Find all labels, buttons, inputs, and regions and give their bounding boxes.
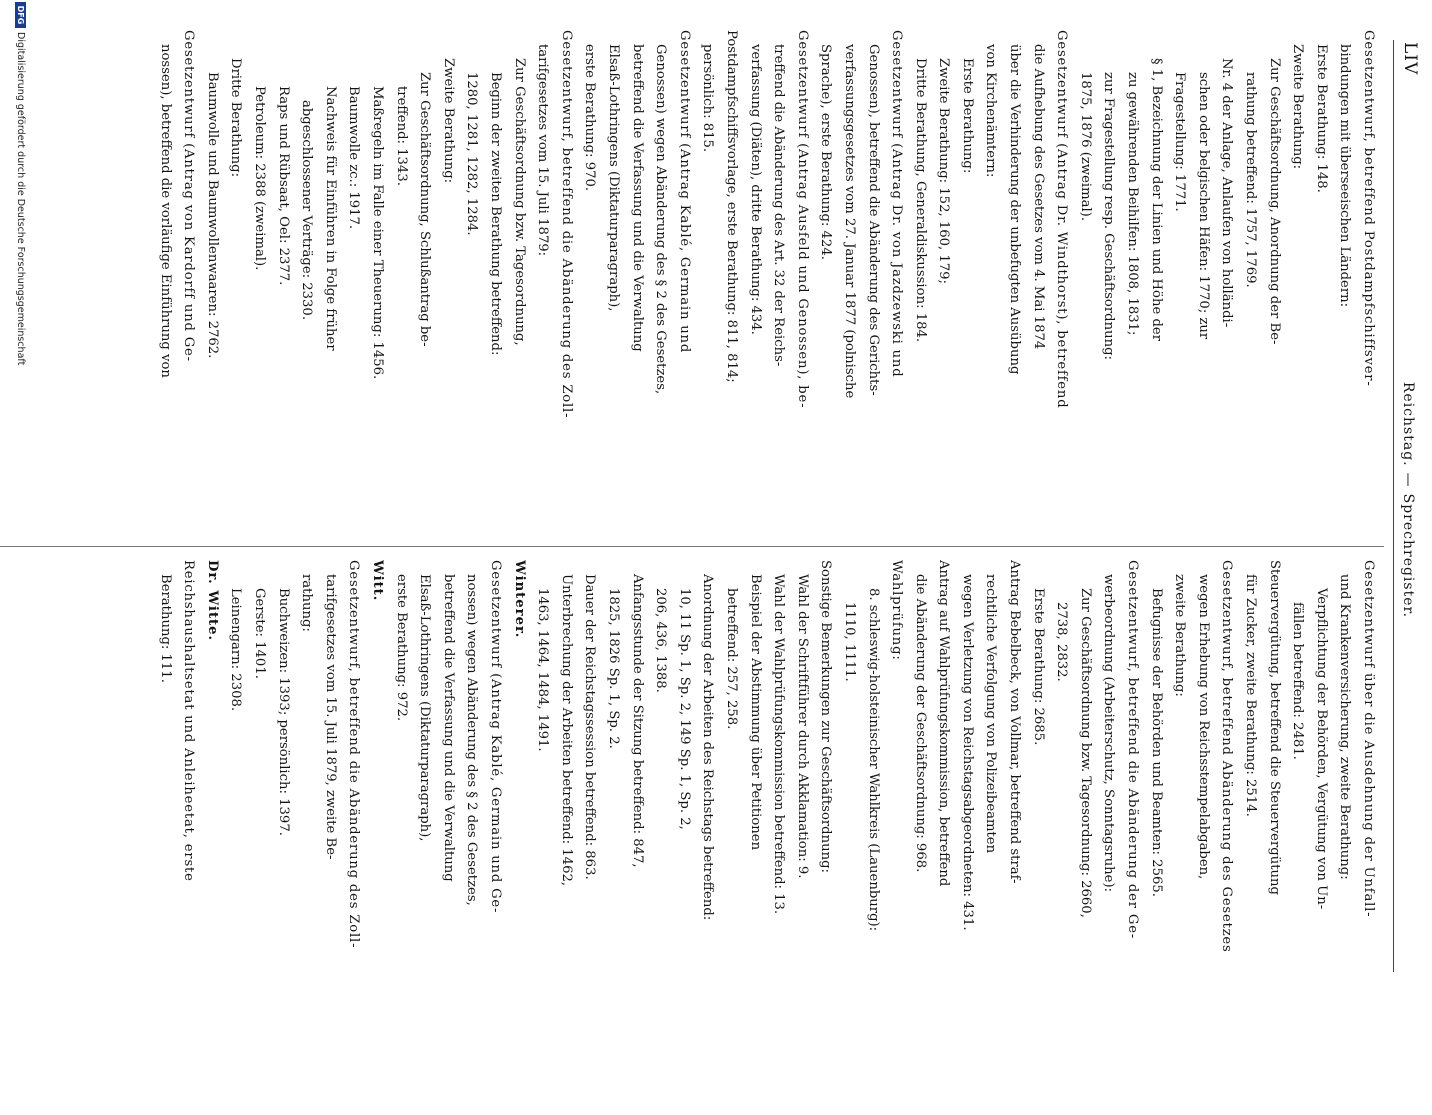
- entry-line: verfassung (Diäten), dritte Berathung: 434.: [747, 44, 763, 335]
- entry-line: 1280, 1281, 1282, 1284.: [464, 72, 480, 236]
- entry-line: abgeschlossener Verträge: 2330.: [299, 100, 315, 321]
- entry-heading: Gesetzentwurf über die Ausdehnung der Unfall-: [1361, 560, 1376, 918]
- entry-line: wegen Verletzung von Reichstagsabgeordneten: 431.: [959, 574, 975, 931]
- entry-heading: Gesetzentwurf (Antrag Dr. Windthorst), betreffend: [1054, 30, 1070, 409]
- entry-line: verfassungsgesetzes vom 27. Januar 1877 (polnische: [841, 44, 857, 399]
- entry-line: Genossen), betreffend die Abänderung des Gerichts-: [865, 44, 881, 396]
- entry-line: rathung:: [299, 574, 315, 632]
- entry-heading: Gesetzentwurf, betreffend die Abänderung der Ge-: [1125, 560, 1141, 940]
- entry-line: Baumwolle zc.: 1917.: [346, 86, 362, 230]
- entry-heading: Gesetzentwurf, betreffend die Abänderung des Zoll-: [346, 560, 362, 949]
- entry-line: Dauer der Reichstagssession betreffend: 863.: [582, 574, 598, 880]
- entry-line: Anfangsstunde der Sitzung betreffend: 847,: [629, 574, 645, 868]
- left-column: [150, 30, 1380, 585]
- entry-line: rathung betreffend: 1757, 1769.: [1243, 72, 1259, 288]
- entry-line: tarifgesetzes vom 15. Juli 1879, zweite Be-: [322, 574, 338, 860]
- entry-line: Beispiel der Abstimmung über Petitionen: [747, 574, 763, 851]
- entry-line: Sprache), erste Berathung: 424.: [818, 44, 834, 260]
- entry-line: Anordnung der Arbeiten des Reichstags betreffend:: [700, 574, 716, 921]
- entry-line: Sonstige Bemerkungen zur Geschäftsordnung:: [818, 560, 834, 873]
- entry-line: zweite Berathung:: [1172, 574, 1188, 697]
- entry-line: schen oder belgischen Häfen: 1770; zur: [1195, 72, 1211, 340]
- entry-heading: Gesetzentwurf, betreffend Abänderung des Gesetzes: [1219, 560, 1235, 953]
- entry-line: Dritte Berathung, Generaldiskussion: 184.: [912, 58, 928, 343]
- entry-line: erste Berathung: 970.: [582, 44, 598, 192]
- entry-line: erste Berathung: 972.: [393, 574, 409, 722]
- entry-heading: Gesetzentwurf, betreffend Postdampfschiffsver-: [1361, 30, 1376, 387]
- entry-heading: Gesetzentwurf (Antrag Kablé, Germain und Ge-: [488, 560, 504, 914]
- entry-line: 1110, 1111.: [841, 602, 857, 682]
- entry-line: Baumwolle und Baumwollenwaaren: 2762.: [204, 72, 220, 359]
- entry-line: Maßregeln im Falle einer Theuerung: 1456.: [370, 86, 386, 380]
- entry-line: Zweite Berathung:: [440, 58, 456, 184]
- entry-line: Steuervergütung, betreffend die Steuervergütung: [1266, 560, 1282, 895]
- footer-text: Digitalisierung gefördert durch die Deutsche Forschungsgemeinschaft: [15, 32, 26, 366]
- entry-line: 1825, 1826 Sp. 1, Sp. 2.: [606, 588, 621, 749]
- entry-heading: Gesetzentwurf (Antrag Ausfeld und Genossen), be-: [794, 30, 810, 409]
- entry-line: betreffend die Verfassung und die Verwaltung: [629, 44, 645, 352]
- header-rule: [1393, 40, 1394, 972]
- entry-line: Erste Berathung:: [959, 58, 975, 174]
- entry-line: Petroleum: 2388 (zweimal).: [252, 86, 268, 271]
- entry-line: Berathung: 111.: [157, 574, 173, 683]
- entry-line: Zur Geschäftsordnung bzw. Tagesordnung,: [511, 58, 527, 346]
- entry-line: treffend: 1343.: [393, 86, 409, 186]
- entry-line: Wahl der Wahlprüfungskommission betreffend: 13.: [771, 574, 787, 915]
- entry-heading: Gesetzentwurf (Antrag Dr. von Jazdzewski und: [889, 30, 905, 378]
- entry-line: Elsaß-Lothringens (Diktaturparagraph),: [417, 574, 433, 842]
- entry-line: 2738, 2832.: [1054, 602, 1070, 682]
- entry-line: rechtliche Verfolgung von Polizeibeamten: [983, 574, 999, 854]
- entry-line: tarifgesetzes vom 15. Juli 1879:: [535, 44, 551, 257]
- entry-line: 8. schleswig-holsteinischer Wahlkreis (Lauenburg):: [865, 588, 881, 932]
- entry-line: Antrag Bebelbeck, von Vollmar, betreffend straf-: [1007, 560, 1023, 884]
- entry-line: Genossen) wegen Abänderung des § 2 des Gesetzes,: [653, 44, 669, 395]
- entry-heading: Gesetzentwurf (Antrag Kablé, Germain und: [676, 30, 692, 354]
- entry-line: 10, 11 Sp. 1, Sp. 2, 149 Sp. 1, Sp. 2,: [676, 588, 692, 830]
- entry-line: fällen betreffend: 2481.: [1290, 602, 1306, 760]
- entry-line: über die Verhinderung der unbefugten Ausübung: [1007, 44, 1023, 375]
- entry-line: betreffend die Verfassung und die Verwaltung: [440, 574, 456, 882]
- entry-heading: Reichshaushaltsetat und Anleiheetat, erste: [181, 560, 197, 882]
- column-divider: [0, 546, 1384, 547]
- entry-line: und Krankenversicherung, zweite Berathung:: [1337, 574, 1353, 880]
- entry-line: werbeordnung (Arbeiterschutz, Sonntagsruhe):: [1101, 574, 1117, 893]
- entry-line: Buchweizen: 1393; persönlich: 1397.: [275, 588, 291, 836]
- entry-line: 206, 436, 1388.: [653, 588, 669, 693]
- entry-line: nossen) wegen Abänderung des § 2 des Gesetzes,: [464, 574, 480, 906]
- entry-line: treffend die Abänderung des Art. 32 der Reichs-: [771, 44, 787, 367]
- entry-line: Verpflichtung der Behörden, Vergütung von Un-: [1313, 588, 1329, 910]
- entry-line: Raps und Rübsaat, Oel: 2377.: [275, 86, 291, 286]
- entry-line: Elsaß-Lothringens (Diktaturparagraph),: [606, 44, 621, 312]
- entry-line: Befugnisse der Behörden und Beamten: 2565.: [1148, 588, 1164, 897]
- speaker-name: Dr. Witte.: [204, 560, 220, 642]
- dfg-logo: DFG: [15, 2, 26, 28]
- entry-line: Antrag auf Wahlprüfungskommission, betreffend: [936, 560, 952, 887]
- entry-line: bindungen mit überseeischen Ländern:: [1337, 44, 1353, 308]
- running-head-left: Reichstag.: [1400, 381, 1416, 467]
- right-column: [150, 560, 1380, 1115]
- entry-line: Unterbrechung der Arbeiten betreffend: 1462,: [558, 574, 574, 887]
- entry-heading: Wahlprüfung:: [889, 560, 905, 661]
- entry-line: Erste Berathung: 2685.: [1030, 588, 1046, 746]
- entry-line: die Abänderung der Geschäftsordnung: 968.: [912, 574, 928, 873]
- entry-line: Fragestellung: 1771.: [1172, 72, 1188, 212]
- entry-line: Zur Geschäftsordnung, Anordnung der Be-: [1266, 58, 1282, 345]
- entry-line: die Aufhebung des Gesetzes vom 4. Mai 1874: [1030, 44, 1046, 350]
- entry-line: wegen Erhebung von Reichsstempelabgaben,: [1195, 574, 1211, 880]
- entry-line: zur Fragestellung resp. Geschäftsordnung:: [1101, 72, 1117, 360]
- entry-line: betreffend: 257, 258.: [723, 588, 739, 730]
- entry-line: [150, 560, 153, 1115]
- running-head-right: Sprechregister.: [1400, 493, 1416, 619]
- entry-line: Zweite Berathung: 152, 160, 179;: [936, 58, 952, 285]
- entry-line: Zur Geschäftsordnung bzw. Tagesordnung: 2660,: [1077, 588, 1093, 918]
- entry-line: 1875, 1876 (zweimal).: [1077, 72, 1093, 222]
- entry-line: persönlich: 815.: [700, 44, 716, 153]
- entry-line: von Kirchenämtern:: [983, 44, 999, 178]
- entry-heading: Gesetzentwurf, betreffend die Abänderung des Zoll-: [558, 30, 574, 419]
- entry-line: Zur Geschäftsordnung, Schlußantrag be-: [417, 72, 433, 347]
- entry-line: Nachweis für Einführen in Folge früher: [322, 86, 338, 351]
- entry-line: Zweite Berathung:: [1290, 44, 1306, 170]
- entry-line: Leinengarn: 2308.: [228, 588, 244, 712]
- entry-line: Wahl der Schriftführer durch Akklamation: 9.: [794, 574, 810, 879]
- running-head-dash: —: [1400, 472, 1416, 488]
- entry-line: Nr. 4 der Anlage, Anlaufen von holländi-: [1219, 58, 1235, 328]
- entry-line: Erste Berathung: 148.: [1313, 44, 1329, 193]
- entry-heading: Gesetzentwurf (Antrag von Kardorff und Ge-: [181, 30, 197, 362]
- speaker-name: Winterer.: [511, 560, 527, 639]
- digitization-footer: [15, 0, 26, 1002]
- entry-line: § 1, Bezeichnung der Linien und Höhe der: [1148, 58, 1164, 342]
- entry-line: Gerste: 1401.: [252, 588, 268, 679]
- entry-line: Postdampfschiffsvorlage, erste Berathung: 811, 814;: [723, 30, 739, 383]
- entry-line: Beginn der zweiten Berathung betreffend:: [488, 72, 504, 356]
- entry-line: zu gewährenden Beihilfen: 1808, 1831;: [1125, 72, 1141, 336]
- running-head: [1400, 0, 1416, 1000]
- entry-line: Dritte Berathung:: [228, 58, 244, 178]
- page-number: LIV: [1400, 42, 1420, 76]
- speaker-name: Witt.: [370, 560, 386, 602]
- entry-line: nossen), betreffend die vorläufige Einführung von: [157, 44, 173, 378]
- entry-line: für Zucker, zweite Berathung: 2514.: [1243, 574, 1259, 817]
- entry-line: 1463, 1464, 1484, 1491.: [535, 588, 551, 752]
